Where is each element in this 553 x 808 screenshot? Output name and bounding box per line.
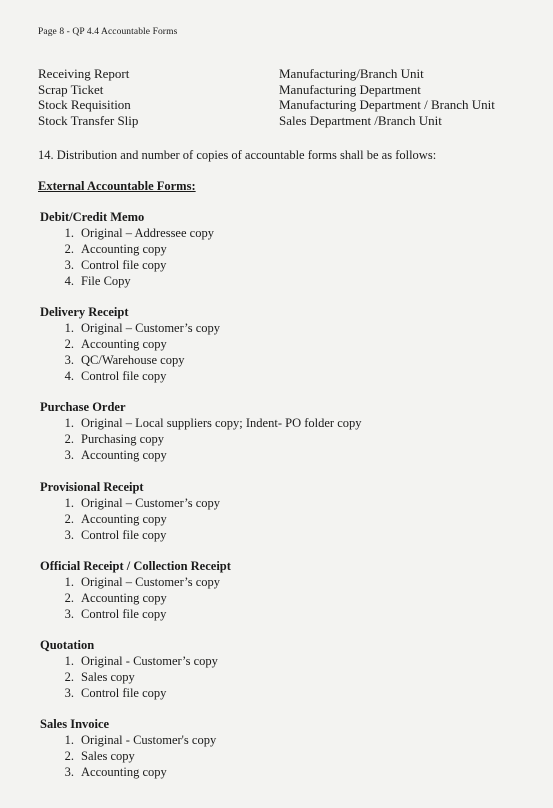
form-name: Stock Requisition — [38, 97, 131, 112]
list-item — [40, 415, 362, 431]
form-name: Receiving Report — [38, 66, 130, 81]
item-text: Control file copy — [81, 686, 167, 700]
list-item — [40, 511, 220, 527]
table-row — [38, 113, 538, 129]
copy-list — [40, 415, 362, 463]
list-item — [40, 495, 220, 511]
form-name: Stock Transfer Slip — [38, 112, 139, 128]
item-text: Original - Customer’s copy — [81, 654, 218, 668]
form-name: Scrap Ticket — [38, 81, 104, 97]
item-number: 3. — [64, 765, 74, 779]
item-number: 1. — [64, 654, 74, 668]
item-number: 3. — [64, 353, 74, 367]
item-text: Sales copy — [81, 670, 135, 684]
table-row — [38, 66, 538, 82]
item-number: 2. — [64, 242, 74, 256]
list-item — [40, 352, 220, 368]
item-number: 1. — [64, 226, 74, 240]
item-text: Accounting copy — [81, 242, 167, 256]
list-item — [40, 257, 214, 273]
form-section — [40, 305, 220, 384]
list-item — [40, 590, 231, 606]
forms-unit-table — [38, 66, 538, 128]
table-row — [38, 82, 538, 98]
list-item — [40, 669, 218, 685]
item-text: Original – Customer’s copy — [81, 575, 220, 589]
item-text: Original - Customer's copy — [81, 733, 217, 747]
section-title: Provisional Receipt — [40, 480, 144, 494]
form-section — [40, 210, 214, 289]
section-title: Quotation — [40, 638, 95, 652]
item-text: Control file copy — [81, 258, 167, 272]
item-number: 1. — [64, 496, 74, 510]
form-section — [40, 559, 231, 622]
form-unit: Manufacturing/Branch Unit — [279, 66, 424, 81]
item-text: Original – Addressee copy — [81, 226, 214, 240]
list-item — [40, 653, 218, 669]
list-item — [40, 732, 216, 748]
item-text: File Copy — [81, 274, 131, 288]
list-item — [40, 320, 220, 336]
item-number: 2. — [64, 512, 74, 526]
item-number: 1. — [64, 575, 74, 589]
item-number: 2. — [64, 749, 74, 763]
list-item — [40, 748, 216, 764]
copy-list — [40, 574, 231, 622]
item-number: 4. — [64, 274, 74, 288]
list-item — [40, 527, 220, 543]
item-text: Control file copy — [81, 369, 167, 383]
item-number: 3. — [64, 448, 74, 462]
list-item — [40, 606, 231, 622]
item-number: 1. — [64, 733, 74, 747]
copy-list — [40, 320, 220, 384]
list-item — [40, 764, 216, 780]
form-unit: Manufacturing Department — [279, 81, 421, 97]
list-item — [40, 685, 218, 701]
item-number: 2. — [64, 337, 74, 351]
paragraph-14: 14. Distribution and number of copies of accountable forms shall be as follows: — [38, 148, 437, 162]
item-text: Accounting copy — [81, 337, 167, 351]
section-title: Purchase Order — [40, 400, 126, 414]
list-item — [40, 431, 362, 447]
item-number: 3. — [64, 258, 74, 272]
section-title: Debit/Credit Memo — [40, 210, 145, 224]
list-item — [40, 574, 231, 590]
form-unit: Sales Department /Branch Unit — [279, 112, 442, 128]
page-header: Page 8 - QP 4.4 Accountable Forms — [38, 27, 178, 37]
item-number: 2. — [64, 432, 74, 446]
list-item — [40, 368, 220, 384]
item-text: Accounting copy — [81, 591, 167, 605]
item-number: 2. — [64, 670, 74, 684]
item-number: 3. — [64, 607, 74, 621]
form-section — [40, 717, 216, 780]
item-text: Accounting copy — [81, 448, 167, 462]
item-number: 1. — [64, 321, 74, 335]
list-item — [40, 447, 362, 463]
item-text: Purchasing copy — [81, 432, 164, 446]
item-text: QC/Warehouse copy — [81, 353, 185, 367]
external-forms-heading: External Accountable Forms: — [38, 179, 196, 193]
form-unit: Manufacturing Department / Branch Unit — [279, 97, 495, 112]
section-title: Official Receipt / Collection Receipt — [40, 559, 231, 573]
table-row — [38, 97, 538, 113]
copy-list — [40, 732, 216, 780]
copy-list — [40, 653, 218, 701]
list-item — [40, 225, 214, 241]
item-number: 3. — [64, 686, 74, 700]
item-number: 4. — [64, 369, 74, 383]
list-item — [40, 336, 220, 352]
item-number: 1. — [64, 416, 74, 430]
item-text: Sales copy — [81, 749, 135, 763]
item-text: Control file copy — [81, 528, 167, 542]
copy-list — [40, 495, 220, 543]
form-section — [40, 480, 220, 543]
item-text: Control file copy — [81, 607, 167, 621]
item-text: Accounting copy — [81, 512, 167, 526]
item-text: Accounting copy — [81, 765, 167, 779]
form-section — [40, 638, 218, 701]
section-title: Sales Invoice — [40, 717, 110, 731]
item-number: 2. — [64, 591, 74, 605]
copy-list — [40, 225, 214, 289]
item-text: Original – Customer’s copy — [81, 496, 220, 510]
item-text: Original – Local suppliers copy; Indent- PO folder copy — [81, 416, 362, 430]
item-number: 3. — [64, 528, 74, 542]
list-item — [40, 273, 214, 289]
section-title: Delivery Receipt — [40, 305, 129, 319]
item-text: Original – Customer’s copy — [81, 321, 220, 335]
form-section — [40, 400, 362, 463]
list-item — [40, 241, 214, 257]
